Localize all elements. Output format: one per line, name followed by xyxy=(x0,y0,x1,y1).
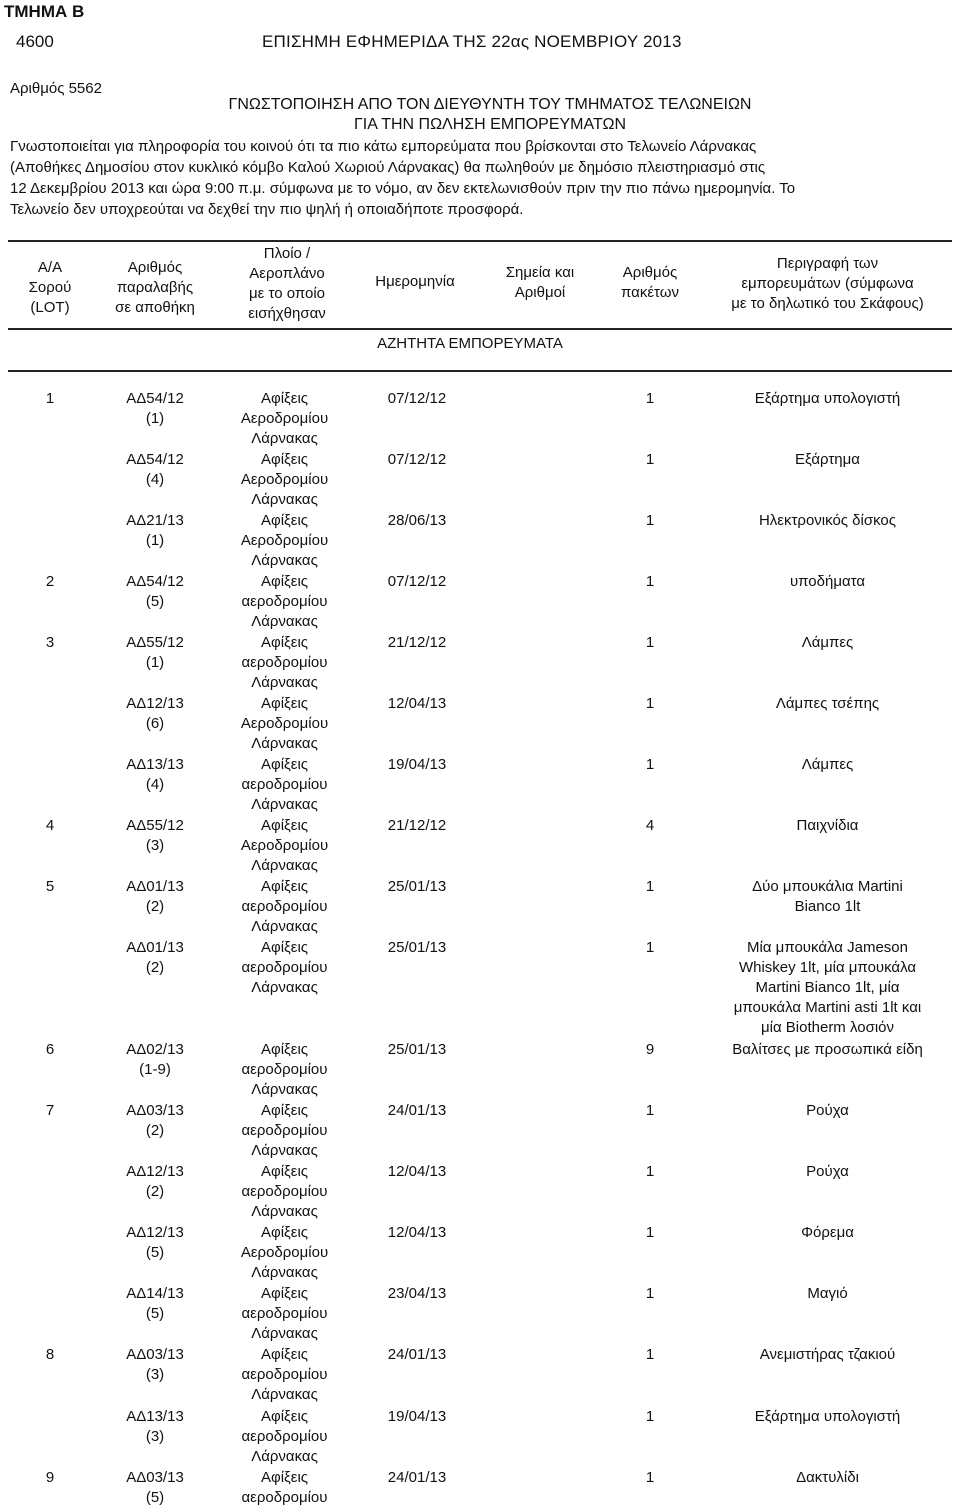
receipt-number-line: (3) xyxy=(145,1427,165,1445)
packages xyxy=(610,1040,690,1060)
description-line: Βαλίτσες με προσωπικά είδη xyxy=(732,1041,923,1059)
packages-line: 1 xyxy=(645,1163,655,1181)
receipt-number-line: (2) xyxy=(145,1183,165,1201)
vessel-line: Λάρνακας xyxy=(251,1142,318,1160)
vessel-line: Αφίξεις xyxy=(260,817,309,835)
description xyxy=(700,572,955,592)
notice-body-line: 12 Δεκεμβρίου 2013 και ώρα 9:00 π.μ. σύμφωνα με το νόμο, αν δεν εκτελωνισθούν πριν την πιο πάνω ημερομηνία. Το xyxy=(10,180,796,197)
header-vessel xyxy=(232,244,342,324)
receipt-number xyxy=(100,572,210,612)
date-line: 24/01/13 xyxy=(387,1346,447,1364)
description-line: Bianco 1lt xyxy=(794,898,861,916)
packages xyxy=(610,694,690,714)
section-bottom-rule xyxy=(8,370,952,372)
vessel xyxy=(222,1223,347,1283)
vessel-line: Αεροδρομίου xyxy=(240,532,329,550)
vessel-line: Αφίξεις xyxy=(260,451,309,469)
description-line: Whiskey 1lt, μία μπουκάλα xyxy=(738,959,917,977)
vessel xyxy=(222,877,347,937)
description-line: Εξάρτημα υπολογιστή xyxy=(754,390,901,407)
vessel-line: Αφίξεις xyxy=(260,1346,309,1364)
receipt-number xyxy=(100,816,210,856)
vessel-line: Λάρνακας xyxy=(251,491,318,509)
description-line: μπουκάλα Martini asti 1lt και xyxy=(733,999,922,1017)
vessel-line: Αεροδρομίου xyxy=(240,410,329,427)
receipt-number-line: (2) xyxy=(145,1122,165,1140)
lot-number-line: 1 xyxy=(45,390,55,407)
packages-line: 1 xyxy=(645,1468,655,1486)
packages xyxy=(610,1407,690,1427)
receipt-number xyxy=(100,877,210,917)
description xyxy=(700,1468,955,1488)
vessel-line: αεροδρομίου xyxy=(241,1427,328,1445)
receipt-number-line: ΑΔ55/12 xyxy=(126,634,184,652)
receipt-number xyxy=(100,755,210,795)
date xyxy=(362,1040,472,1060)
date-line: 21/12/12 xyxy=(387,817,447,835)
packages xyxy=(610,755,690,775)
receipt-number-line: (5) xyxy=(145,1488,165,1506)
description-line: Εξάρτημα υπολογιστή xyxy=(754,1407,901,1425)
description-line: Λάμπες τσέπης xyxy=(775,695,880,713)
receipt-number-line: (3) xyxy=(145,1366,165,1384)
packages-line: 1 xyxy=(645,451,655,469)
vessel-line: Λάρνακας xyxy=(251,1203,318,1221)
vessel-line: Λάρνακας xyxy=(251,613,318,631)
vessel-line: Λάρνακας xyxy=(251,1386,318,1404)
packages-line: 1 xyxy=(645,1285,655,1303)
date xyxy=(362,877,472,897)
receipt-number-line: ΑΔ21/13 xyxy=(126,512,184,530)
receipt-number-line: ΑΔ02/13 xyxy=(126,1041,184,1059)
vessel-line: αεροδρομίου xyxy=(241,959,328,977)
vessel-line: Λάρνακας xyxy=(251,1325,318,1343)
packages xyxy=(610,450,690,470)
header-receipt-line: παραλαβής xyxy=(116,279,194,296)
receipt-number xyxy=(100,1345,210,1385)
vessel-line: Αεροδρομίου xyxy=(240,1244,329,1262)
date xyxy=(362,1468,472,1488)
lot-number-line: 8 xyxy=(45,1346,55,1364)
date xyxy=(362,938,472,958)
vessel-line: Λάρνακας xyxy=(251,735,318,753)
receipt-number-line: ΑΔ12/13 xyxy=(126,1224,184,1242)
vessel xyxy=(222,938,347,998)
gazette-title: ΕΠΙΣΗΜΗ ΕΦΗΜΕΡΙΔΑ ΤΗΣ 22ας ΝΟΕΜΒΡΙΟΥ 2013 xyxy=(262,32,682,51)
lot-number xyxy=(30,816,70,836)
packages-line: 1 xyxy=(645,512,655,530)
description-line: μία Biotherm λοσιόν xyxy=(760,1019,895,1037)
lot-number-line: 2 xyxy=(45,573,55,591)
header-description-line: με το δηλωτικό του Σκάφους) xyxy=(731,295,924,312)
vessel xyxy=(222,1468,347,1508)
lot-number xyxy=(30,1345,70,1365)
receipt-number-line: ΑΔ03/13 xyxy=(126,1468,184,1486)
vessel-line: αεροδρομίου xyxy=(241,1366,328,1384)
header-vessel-line: με το οποίο xyxy=(248,285,325,302)
packages xyxy=(610,1223,690,1243)
vessel-line: Αφίξεις xyxy=(260,512,309,530)
lot-number xyxy=(30,1468,70,1488)
vessel xyxy=(222,1284,347,1344)
vessel-line: Λάρνακας xyxy=(251,857,318,875)
vessel xyxy=(222,450,347,510)
receipt-number-line: (2) xyxy=(145,959,165,977)
date-line: 28/06/13 xyxy=(387,512,447,530)
description xyxy=(700,1040,955,1060)
table-top-rule xyxy=(8,240,952,242)
vessel xyxy=(222,816,347,876)
description-line: Martini Bianco 1lt, μία xyxy=(755,979,900,997)
vessel-line: Λάρνακας xyxy=(251,918,318,936)
lot-number-line: 6 xyxy=(45,1041,55,1059)
vessel-line: Λάρνακας xyxy=(251,1081,318,1099)
receipt-number-line: (5) xyxy=(145,1305,165,1323)
vessel-line: Λάρνακας xyxy=(251,796,318,814)
date-line: 12/04/13 xyxy=(387,1224,447,1242)
vessel-line: Αφίξεις xyxy=(260,390,309,407)
packages xyxy=(610,1345,690,1365)
date xyxy=(362,755,472,775)
date-line: 07/12/12 xyxy=(387,573,447,591)
header-packages-line: πακέτων xyxy=(621,284,679,301)
date xyxy=(362,1284,472,1304)
packages-line: 1 xyxy=(645,878,655,896)
receipt-number xyxy=(100,511,210,551)
packages-line: 4 xyxy=(645,817,655,835)
date-line: 25/01/13 xyxy=(387,939,447,957)
receipt-number xyxy=(100,1162,210,1202)
header-lot xyxy=(20,258,80,318)
vessel-line: Αφίξεις xyxy=(260,939,309,957)
date xyxy=(362,1101,472,1121)
header-marks xyxy=(485,263,595,303)
date xyxy=(362,1223,472,1243)
description xyxy=(700,389,955,409)
vessel-line: Αφίξεις xyxy=(260,1041,309,1059)
vessel-line: Λάρνακας xyxy=(251,1264,318,1282)
receipt-number-line: (2) xyxy=(145,898,165,916)
date-line: 25/01/13 xyxy=(387,1041,447,1059)
packages xyxy=(610,816,690,836)
vessel-line: Αφίξεις xyxy=(260,878,309,896)
description xyxy=(700,755,955,775)
header-packages xyxy=(600,263,700,303)
vessel-line: Αφίξεις xyxy=(260,695,309,713)
vessel-line: αεροδρομίου xyxy=(241,1183,328,1201)
section-heading: ΤΜΗΜΑ Β xyxy=(4,2,85,21)
vessel xyxy=(222,1345,347,1405)
packages xyxy=(610,511,690,531)
header-bottom-rule xyxy=(8,328,952,330)
vessel-line: Αεροδρομίου xyxy=(240,715,329,733)
header-packages-line: Αριθμός xyxy=(622,264,678,281)
receipt-number-line: ΑΔ54/12 xyxy=(126,390,184,407)
vessel-line: αεροδρομίου xyxy=(241,654,328,672)
receipt-number-line: ΑΔ13/13 xyxy=(126,1407,184,1425)
date-line: 21/12/12 xyxy=(387,634,447,652)
vessel-line: Αφίξεις xyxy=(260,1102,309,1120)
receipt-number xyxy=(100,1284,210,1324)
section-label: ΑΖΗΤΗΤΑ ΕΜΠΟΡΕΥΜΑΤΑ xyxy=(377,335,563,352)
date-line: 12/04/13 xyxy=(387,695,447,713)
date xyxy=(362,694,472,714)
packages-line: 1 xyxy=(645,1224,655,1242)
packages-line: 1 xyxy=(645,390,655,407)
description-line: υποδήματα xyxy=(789,573,866,591)
packages xyxy=(610,1468,690,1488)
description xyxy=(700,1101,955,1121)
header-receipt-line: σε αποθήκη xyxy=(115,299,195,316)
date xyxy=(362,450,472,470)
vessel-line: Λάρνακας xyxy=(251,552,318,570)
date-line: 19/04/13 xyxy=(387,756,447,774)
description-line: Μαγιό xyxy=(807,1285,848,1303)
packages-line: 1 xyxy=(645,634,655,652)
date-line: 23/04/13 xyxy=(387,1285,447,1303)
description-line: Ρούχα xyxy=(806,1163,849,1181)
receipt-number xyxy=(100,1223,210,1263)
receipt-number-line: ΑΔ01/13 xyxy=(126,939,184,957)
description-line: Ρούχα xyxy=(806,1102,849,1120)
vessel xyxy=(222,1407,347,1467)
description-line: Ηλεκτρονικός δίσκος xyxy=(758,512,897,530)
description xyxy=(700,1407,955,1427)
description-line: Δακτυλίδι xyxy=(796,1468,859,1486)
vessel-line: Αφίξεις xyxy=(260,1285,309,1303)
receipt-number-line: (3) xyxy=(145,837,165,855)
receipt-number-line: ΑΔ55/12 xyxy=(126,817,184,835)
receipt-number-line: ΑΔ12/13 xyxy=(126,695,184,713)
packages xyxy=(610,633,690,653)
packages-line: 1 xyxy=(645,756,655,774)
receipt-number-line: ΑΔ54/12 xyxy=(126,573,184,591)
vessel xyxy=(222,1162,347,1222)
lot-number xyxy=(30,389,70,409)
header-lot-line: (LOT) xyxy=(30,299,70,316)
packages-line: 1 xyxy=(645,695,655,713)
vessel-line: αεροδρομίου xyxy=(241,1488,328,1506)
description-line: Δύο μπουκάλια Martini xyxy=(752,878,903,896)
vessel-line: αεροδρομίου xyxy=(241,776,328,794)
date-line: 24/01/13 xyxy=(387,1468,447,1486)
vessel-line: αεροδρομίου xyxy=(241,1305,328,1323)
vessel-line: Αφίξεις xyxy=(260,1407,309,1425)
packages-line: 1 xyxy=(645,1407,655,1425)
description-line: Φόρεμα xyxy=(801,1224,854,1242)
description xyxy=(700,877,955,917)
receipt-number-line: ΑΔ13/13 xyxy=(126,756,184,774)
vessel xyxy=(222,389,347,449)
receipt-number xyxy=(100,450,210,490)
lot-number xyxy=(30,572,70,592)
receipt-number-line: (1) xyxy=(145,410,165,427)
receipt-number xyxy=(100,1101,210,1141)
header-receipt xyxy=(95,258,215,318)
vessel xyxy=(222,755,347,815)
description-line: Ανεμιστήρας τζακιού xyxy=(759,1346,896,1364)
header-vessel-line: εισήχθησαν xyxy=(248,305,326,322)
receipt-number-line: ΑΔ12/13 xyxy=(126,1163,184,1181)
description xyxy=(700,1345,955,1365)
header-lot-line: Σορού xyxy=(28,279,72,296)
receipt-number xyxy=(100,389,210,429)
receipt-number xyxy=(100,633,210,673)
vessel-line: Λάρνακας xyxy=(251,1447,318,1465)
description-line: Λάμπες xyxy=(801,756,854,774)
packages xyxy=(610,1101,690,1121)
receipt-number-line: ΑΔ14/13 xyxy=(126,1285,184,1303)
lot-number xyxy=(30,1101,70,1121)
header-description-line: Περιγραφή των xyxy=(776,255,879,272)
notice-body-line: (Αποθήκες Δημοσίου στον κυκλικό κόμβο Καλού Χωριού Λάρνακας) θα πωληθούν με δημόσιο πλειστηριασμό στις xyxy=(10,159,766,176)
vessel xyxy=(222,1040,347,1100)
receipt-number-line: (1) xyxy=(145,532,165,550)
header-vessel-line: Πλοίο / xyxy=(263,245,311,262)
vessel xyxy=(222,633,347,693)
description xyxy=(700,633,955,653)
packages xyxy=(610,1162,690,1182)
packages xyxy=(610,938,690,958)
notice-body-line: Τελωνείο δεν υποχρεούται να δεχθεί την πιο ψηλή ή οποιαδήποτε προσφορά. xyxy=(10,201,524,218)
header-date: Ημερομηνία xyxy=(375,273,455,290)
description xyxy=(700,1223,955,1243)
vessel-line: αεροδρομίου xyxy=(241,1061,328,1079)
lot-number-line: 7 xyxy=(45,1102,55,1120)
vessel xyxy=(222,1101,347,1161)
vessel-line: Αφίξεις xyxy=(260,1468,309,1486)
receipt-number-line: ΑΔ54/12 xyxy=(126,451,184,469)
description-line: Παιχνίδια xyxy=(796,817,859,835)
date xyxy=(362,1162,472,1182)
lot-number xyxy=(30,1040,70,1060)
notice-title-line-1: ΓΝΩΣΤΟΠΟΙΗΣΗ ΑΠΟ ΤΟΝ ΔΙΕΥΘΥΝΤΗ ΤΟΥ ΤΜΗΜΑΤΟΣ ΤΕΛΩΝΕΙΩΝ xyxy=(228,96,752,113)
lot-number xyxy=(30,877,70,897)
date-line: 07/12/12 xyxy=(387,451,447,469)
packages xyxy=(610,389,690,409)
date xyxy=(362,816,472,836)
vessel xyxy=(222,694,347,754)
vessel-line: Αεροδρομίου xyxy=(240,837,329,855)
date-line: 19/04/13 xyxy=(387,1407,447,1425)
packages-line: 9 xyxy=(645,1041,655,1059)
date xyxy=(362,572,472,592)
description xyxy=(700,450,955,470)
vessel xyxy=(222,572,347,632)
page-number: 4600 xyxy=(16,32,54,51)
receipt-number-line: ΑΔ03/13 xyxy=(126,1102,184,1120)
packages-line: 1 xyxy=(645,573,655,591)
lot-number-line: 3 xyxy=(45,634,55,652)
date-line: 07/12/12 xyxy=(387,390,447,407)
vessel-line: Λάρνακας xyxy=(251,430,318,447)
notice-title-line-2: ΓΙΑ ΤΗΝ ΠΩΛΗΣΗ ΕΜΠΟΡΕΥΜΑΤΩΝ xyxy=(353,116,626,133)
vessel-line: Αφίξεις xyxy=(260,756,309,774)
date xyxy=(362,389,472,409)
packages xyxy=(610,572,690,592)
receipt-number-line: (6) xyxy=(145,715,165,733)
date-line: 24/01/13 xyxy=(387,1102,447,1120)
vessel-line: Αφίξεις xyxy=(260,634,309,652)
date xyxy=(362,1407,472,1427)
header-marks-line: Σημεία και xyxy=(505,264,575,281)
packages-line: 1 xyxy=(645,1102,655,1120)
receipt-number-line: (5) xyxy=(145,1244,165,1262)
date-line: 12/04/13 xyxy=(387,1163,447,1181)
receipt-number-line: ΑΔ01/13 xyxy=(126,878,184,896)
lot-number xyxy=(30,633,70,653)
header-marks-line: Αριθμοί xyxy=(514,284,566,301)
packages xyxy=(610,1284,690,1304)
receipt-number-line: (4) xyxy=(145,776,165,794)
lot-number-line: 9 xyxy=(45,1468,55,1486)
lot-number-line: 5 xyxy=(45,878,55,896)
description xyxy=(700,938,955,1038)
receipt-number xyxy=(100,694,210,734)
receipt-number-line: (1-9) xyxy=(139,1061,171,1079)
description-line: Μία μπουκάλα Jameson xyxy=(747,939,908,957)
header-receipt-line: Αριθμός xyxy=(127,259,183,276)
description xyxy=(700,1284,955,1304)
date xyxy=(362,633,472,653)
description xyxy=(700,1162,955,1182)
vessel xyxy=(222,511,347,571)
receipt-number-line: (4) xyxy=(145,471,165,489)
vessel-line: Αφίξεις xyxy=(260,1224,309,1242)
description-line: Λάμπες xyxy=(801,634,854,652)
header-description xyxy=(700,254,955,314)
receipt-number xyxy=(100,1468,210,1508)
header-description-line: εμπορευμάτων (σύμφωνα xyxy=(741,275,914,292)
packages xyxy=(610,877,690,897)
description xyxy=(700,511,955,531)
date xyxy=(362,511,472,531)
description xyxy=(700,816,955,836)
packages-line: 1 xyxy=(645,939,655,957)
receipt-number xyxy=(100,1407,210,1447)
receipt-number xyxy=(100,938,210,978)
description xyxy=(700,694,955,714)
vessel-line: Αεροδρομίου xyxy=(240,471,329,489)
vessel-line: αεροδρομίου xyxy=(241,898,328,916)
vessel-line: Αφίξεις xyxy=(260,1163,309,1181)
vessel-line: Αφίξεις xyxy=(260,573,309,591)
receipt-number-line: (5) xyxy=(145,593,165,611)
vessel-line: αεροδρομίου xyxy=(241,1122,328,1140)
receipt-number-line: (1) xyxy=(145,654,165,672)
header-lot-line: Α/Α xyxy=(37,259,63,276)
lot-number-line: 4 xyxy=(45,817,55,835)
vessel-line: Λάρνακας xyxy=(251,674,318,692)
receipt-number-line: ΑΔ03/13 xyxy=(126,1346,184,1364)
receipt-number xyxy=(100,1040,210,1080)
header-vessel-line: Αεροπλάνο xyxy=(249,265,325,282)
date-line: 25/01/13 xyxy=(387,878,447,896)
notice-number: Αριθμός 5562 xyxy=(10,80,102,97)
description-line: Εξάρτημα xyxy=(795,451,860,469)
vessel-line: Λάρνακας xyxy=(251,979,318,997)
date xyxy=(362,1345,472,1365)
notice-body-line: Γνωστοποιείται για πληροφορία του κοινού ότι τα πιο κάτω εμπορεύματα που βρίσκονται στο Τελωνείο Λάρνακας xyxy=(10,138,757,155)
packages-line: 1 xyxy=(645,1346,655,1364)
vessel-line: αεροδρομίου xyxy=(241,593,328,611)
